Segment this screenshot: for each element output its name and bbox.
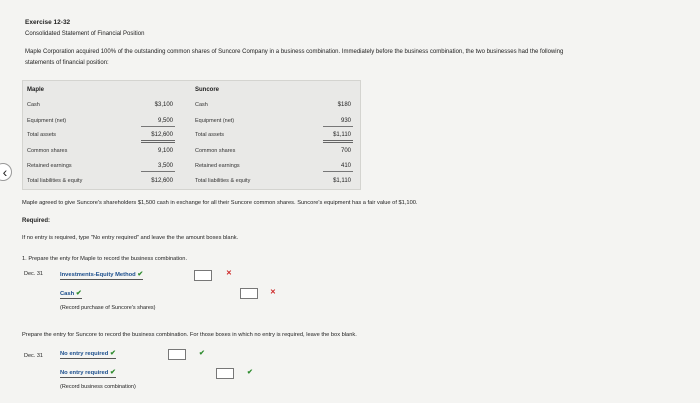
part2-debit-account-select[interactable]: No entry required ✔ <box>60 350 116 357</box>
part1-date: Dec. 31 <box>24 271 43 277</box>
check-icon: ✔ <box>247 369 253 376</box>
underline <box>323 171 353 172</box>
back-button[interactable] <box>0 163 12 181</box>
intro-text-2: statements of financial position: <box>25 60 109 66</box>
suncore-total-assets-label: Total assets <box>195 132 225 138</box>
check-icon: ✔ <box>75 290 82 297</box>
underline <box>141 171 175 172</box>
part1-debit-amount-input[interactable] <box>194 270 212 281</box>
maple-total-le-label: Total liabilities & equity <box>27 178 83 184</box>
maple-common-shares-value: 9,100 <box>157 148 173 154</box>
suncore-heading: Suncore <box>195 87 220 93</box>
suncore-total-assets-value: $1,110 <box>333 132 351 138</box>
exercise-subtitle: Consolidated Statement of Financial Position <box>25 31 145 37</box>
maple-cash-value: $3,100 <box>154 102 173 108</box>
maple-common-shares-label: Common shares <box>27 148 68 154</box>
part2-credit-amount-input[interactable] <box>216 368 234 379</box>
suncore-total-le-label: Total liabilities & equity <box>195 178 251 184</box>
part2-date: Dec. 31 <box>24 353 43 359</box>
required-label: Required: <box>22 218 51 224</box>
part1-note: (Record purchase of Suncore's shares) <box>60 305 156 311</box>
maple-total-le-value: $12,600 <box>151 178 173 184</box>
check-icon: ✔ <box>109 369 116 376</box>
suncore-retained-earnings-label: Retained earnings <box>195 163 240 169</box>
part2-question: Prepare the entry for Suncore to record the business combination. For those boxes in which no entry is required, leave the box blank. <box>22 332 357 338</box>
financial-position-panel <box>22 80 361 190</box>
check-icon: ✔ <box>137 271 144 278</box>
maple-heading: Maple <box>27 87 45 93</box>
maple-cash-label: Cash <box>27 102 40 108</box>
exercise-title: Exercise 12-32 <box>25 19 71 26</box>
suncore-total-le-value: $1,110 <box>333 178 351 184</box>
maple-total-assets-value: $12,600 <box>151 132 173 138</box>
cross-icon: ✕ <box>226 270 232 277</box>
intro-text: Maple Corporation acquired 100% of the outstanding common shares of Suncore Company in a business combination. Immediately before the business combination, the two businesses had the following <box>25 49 564 55</box>
double-underline <box>323 140 353 143</box>
suncore-retained-earnings-value: 410 <box>340 163 351 169</box>
suncore-equipment-value: 930 <box>340 118 351 124</box>
maple-total-assets-label: Total assets <box>27 132 57 138</box>
part1-question: 1. Prepare the enty for Maple to record the business combination. <box>22 256 188 262</box>
maple-equipment-label: Equipment (net) <box>27 118 67 124</box>
check-icon: ✔ <box>109 350 116 357</box>
part2-note: (Record business combination) <box>60 384 136 390</box>
part1-credit-amount-input[interactable] <box>240 288 258 299</box>
underline <box>323 126 353 127</box>
double-underline <box>141 140 175 143</box>
cross-icon: ✕ <box>270 289 276 296</box>
suncore-equipment-label: Equipment (net) <box>195 118 235 124</box>
maple-equipment-value: 9,500 <box>157 118 173 124</box>
chevron-left-icon: ‹ <box>2 164 8 180</box>
check-icon: ✔ <box>199 350 205 357</box>
part1-credit-account-select[interactable]: Cash ✔ <box>60 290 82 297</box>
part2-credit-account-select[interactable]: No entry required ✔ <box>60 369 116 376</box>
suncore-common-shares-label: Common shares <box>195 148 236 154</box>
part1-debit-account-select[interactable]: Investments-Equity Method ✔ <box>60 271 144 278</box>
scenario-paragraph: Maple agreed to give Suncore's shareholders $1,500 cash in exchange for all their Suncore common shares. Suncore's equipment has a fair value of $1,100. <box>22 200 418 206</box>
suncore-cash-label: Cash <box>195 102 208 108</box>
suncore-common-shares-value: 700 <box>340 148 351 154</box>
required-note: If no entry is required, type "No entry required" and leave the the amount boxes blank. <box>22 235 239 241</box>
maple-retained-earnings-value: 3,500 <box>157 163 173 169</box>
suncore-cash-value: $180 <box>337 102 351 108</box>
underline <box>141 126 175 127</box>
maple-retained-earnings-label: Retained earnings <box>27 163 72 169</box>
part2-debit-amount-input[interactable] <box>168 349 186 360</box>
